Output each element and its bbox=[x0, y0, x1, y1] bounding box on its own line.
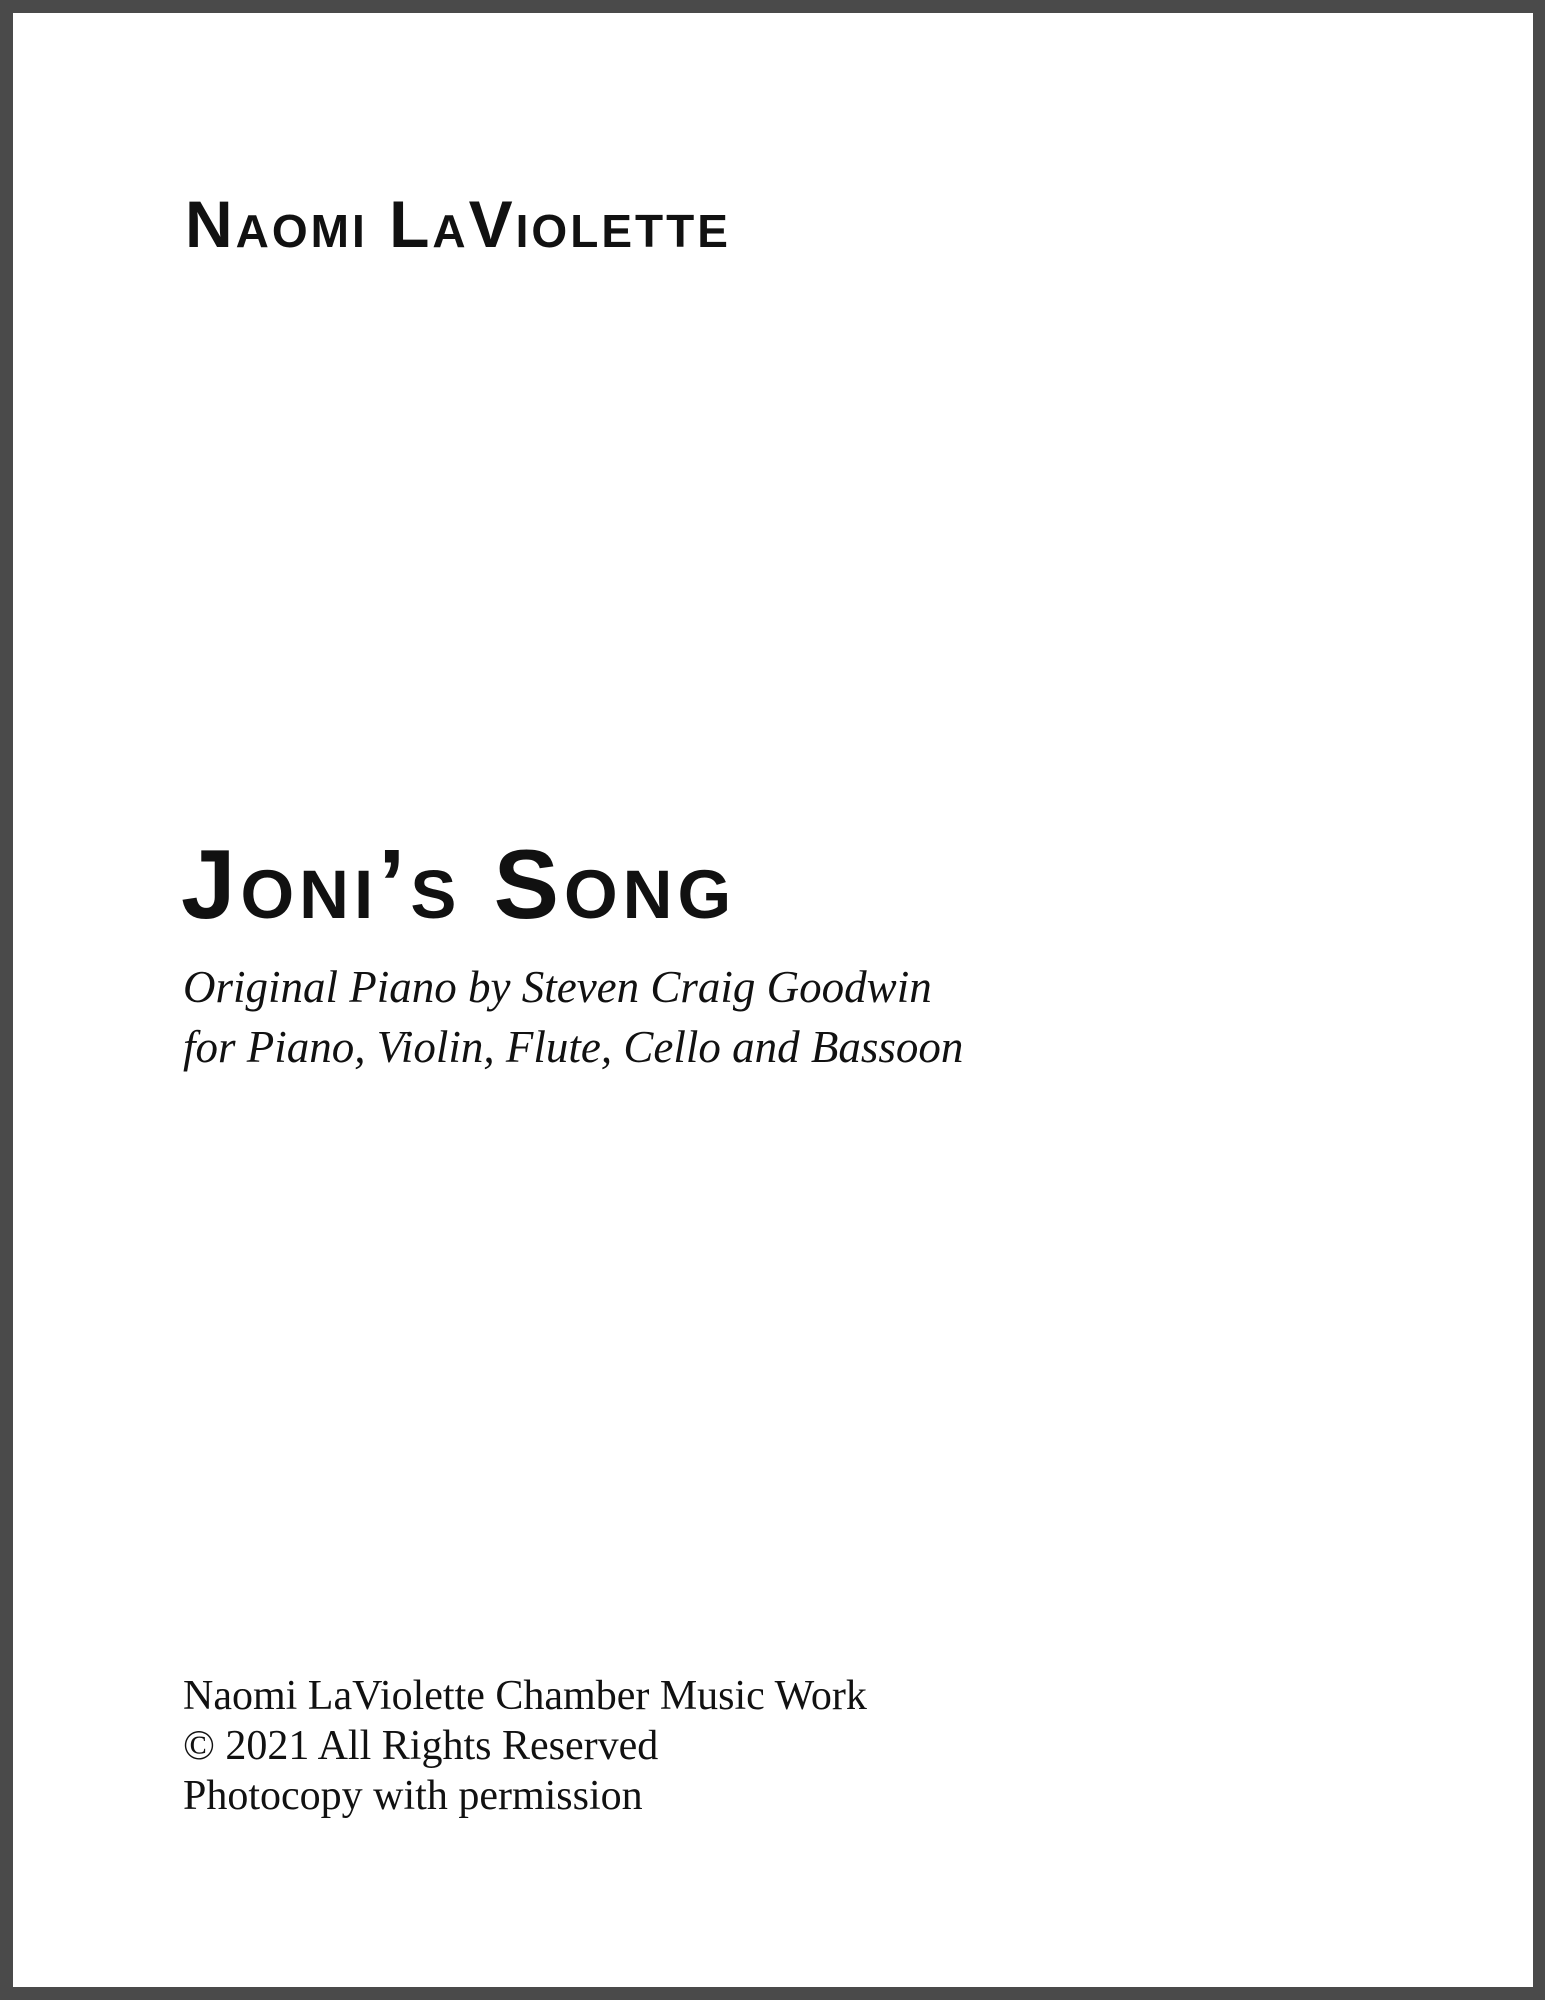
composer-name: Naomi LaViolette bbox=[185, 187, 731, 261]
piece-title: Joni’s Song bbox=[181, 829, 737, 939]
instrumentation: for Piano, Violin, Flute, Cello and Bassoon bbox=[183, 1022, 964, 1072]
work-series: Naomi LaViolette Chamber Music Work bbox=[183, 1673, 867, 1719]
photocopy-notice: Photocopy with permission bbox=[183, 1773, 643, 1819]
copyright-notice: © 2021 All Rights Reserved bbox=[183, 1723, 659, 1769]
score-cover-page bbox=[13, 13, 1533, 1987]
arrangement-credit: Original Piano by Steven Craig Goodwin bbox=[183, 962, 932, 1012]
